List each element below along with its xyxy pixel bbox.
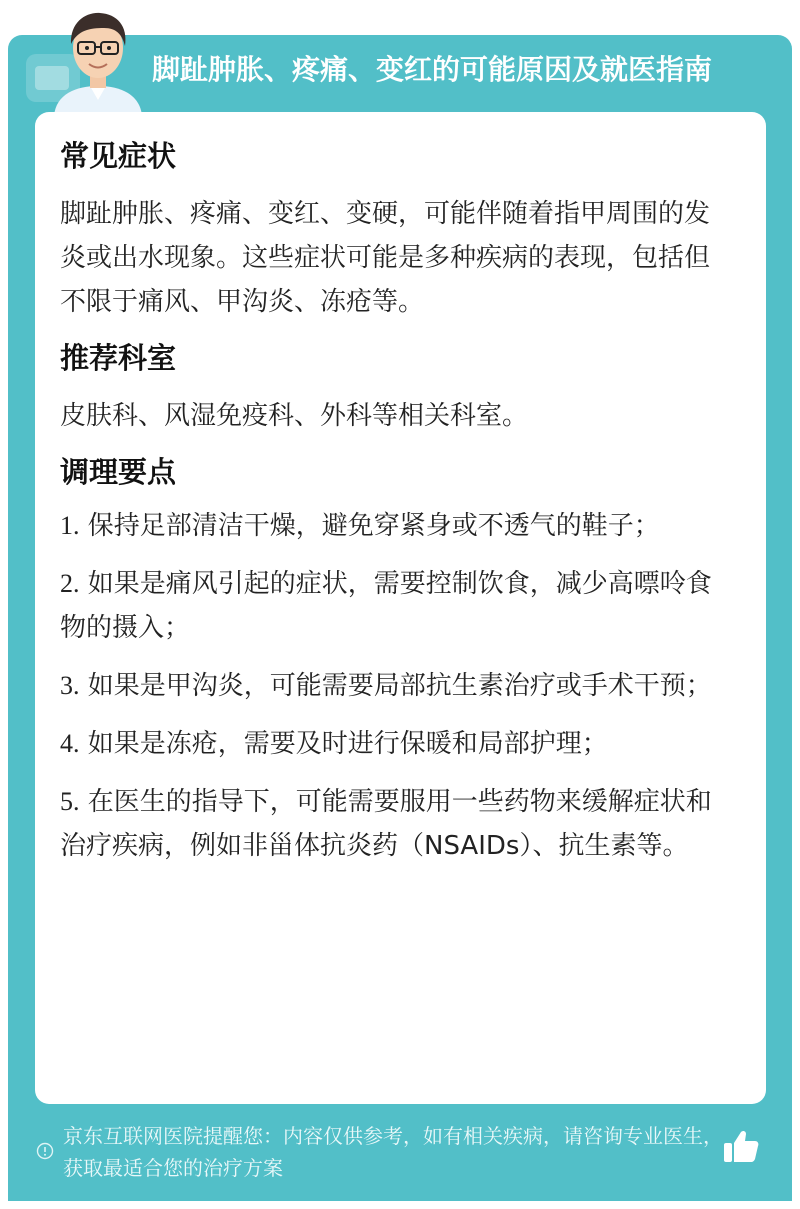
list-item-number: 2. xyxy=(60,569,80,598)
info-icon xyxy=(36,1142,54,1160)
page-title: 脚趾肿胀、疼痛、变红的可能原因及就医指南 xyxy=(152,53,713,86)
departments-heading: 推荐科室 xyxy=(60,341,177,375)
symptoms-text: 脚趾肿胀、疼痛、变红、变硬，可能伴随着指甲周围的发炎或出水现象。这些症状可能是多种疾病的表现，包括但不限于痛风、甲沟炎、冻疮等。 xyxy=(60,199,711,317)
thumbs-up-icon[interactable] xyxy=(722,1128,760,1164)
list-item-text: 如果是甲沟炎，可能需要局部抗生素治疗或手术干预； xyxy=(87,671,712,701)
doctor-avatar xyxy=(42,4,154,116)
list-item-number: 5. xyxy=(60,787,80,816)
care-list xyxy=(60,504,725,868)
list-item xyxy=(60,780,725,868)
content-body xyxy=(60,134,725,882)
departments-text: 皮肤科、风湿免疫科、外科等相关科室。 xyxy=(60,401,529,431)
list-item-text: 在医生的指导下，可能需要服用一些药物来缓解症状和治疗疾病，例如非甾体抗炎药（NSAIDs）、抗生素等。 xyxy=(60,787,712,861)
list-item-text: 如果是冻疮，需要及时进行保暖和局部护理； xyxy=(87,729,608,759)
list-item-text: 如果是痛风引起的症状，需要控制饮食，减少高嘌呤食物的摄入； xyxy=(60,569,712,643)
list-item-number: 4. xyxy=(60,729,80,758)
list-item xyxy=(60,562,725,650)
disclaimer-text: 京东互联网医院提醒您：内容仅供参考，如有相关疾病，请咨询专业医生，获取最适合您的治疗方案 xyxy=(63,1124,723,1180)
list-item-number: 1. xyxy=(60,511,80,540)
list-item xyxy=(60,722,725,766)
care-heading: 调理要点 xyxy=(60,455,177,489)
list-item xyxy=(60,504,725,548)
symptoms-heading: 常见症状 xyxy=(60,139,177,173)
list-item xyxy=(60,664,725,708)
list-item-text: 保持足部清洁干燥，避免穿紧身或不透气的鞋子； xyxy=(87,511,660,541)
content-card xyxy=(35,112,766,1104)
list-item-number: 3. xyxy=(60,671,80,700)
